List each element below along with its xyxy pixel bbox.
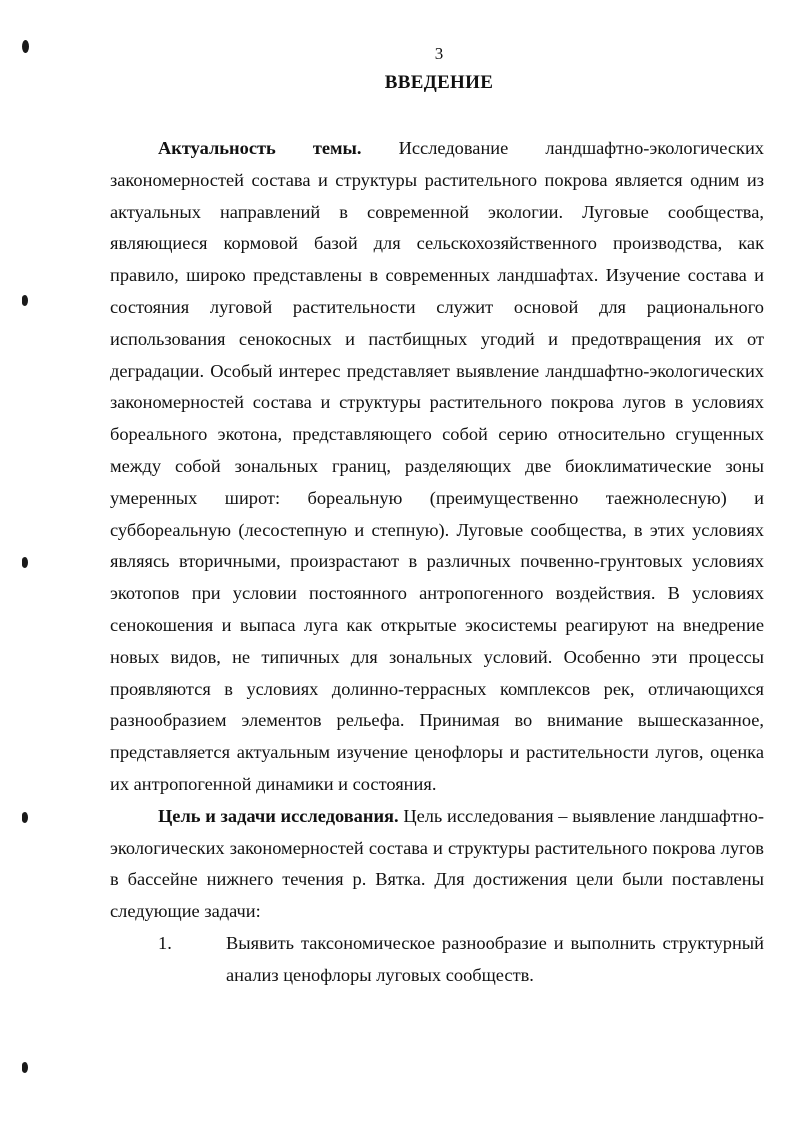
relevance-paragraph <box>110 133 764 801</box>
goal-paragraph <box>110 801 764 928</box>
relevance-lead: Актуальность темы. <box>158 138 362 158</box>
goal-text: Цель исследования – выявление ландшафтно-экологических закономерностей состава и структуры растительного покрова лугов в бассейне нижнего течения р. Вятка. Для достижения цели были поставлены следующие задачи: <box>110 805 764 922</box>
relevance-text: Исследование ландшафтно-экологических закономерностей состава и структуры растительного покрова является одним из актуальных направлений в современной экологии. Луговые сообщества, являющиеся кормовой базой для сельскохозяйственного производства, как правило, широко представлены в современных ландшафтах. Изучение состава и состояния луговой растительности служит основой для рационального использования сенокосных и пастбищных угодий и предотвращения их от деградации. Особый интерес представляет выявление ландшафтно-экологических закономерностей состава и структуры растительного покрова лугов в условиях бореального экотона, представляющего собой серию относительно сгущенных между собой зональных границ, разделяющих две биоклиматические зоны умеренных широт: бореальную (преимущественно таежнолесную) и суббореальную (лесостепную и степную). Луговые сообщества, в этих условиях являясь вторичными, произрастают в различных почвенно-грунтовых условиях экотопов при условии постоянного антропогенного воздействия. В условиях сенокошения и выпаса луга как открытые экосистемы реагируют на внедрение новых видов, не типичных для зональных условий. Особенно эти процессы проявляются в условиях долинно-террасных комплексов рек, отличающихся разнообразием элементов рельефа. Принимая во внимание вышесказанное, представляется актуальным изучение ценофлоры и растительности лугов, оценка их антропогенной динамики и состояния. <box>110 138 764 794</box>
binding-hole-mark <box>22 557 28 568</box>
binding-hole-mark <box>22 812 28 823</box>
section-heading: ВВЕДЕНИЕ <box>384 72 494 93</box>
task-item <box>110 928 764 992</box>
binding-hole-mark <box>22 40 29 53</box>
task-text: Выявить таксономическое разнообразие и выполнить структурный анализ ценофлоры луговых сообществ. <box>226 932 764 985</box>
task-number: 1. <box>158 932 172 953</box>
document-body <box>110 133 764 992</box>
binding-hole-mark <box>22 1062 28 1073</box>
page-number: 3 <box>434 44 444 63</box>
goal-lead: Цель и задачи исследования. <box>158 805 399 826</box>
binding-hole-mark <box>22 295 28 306</box>
